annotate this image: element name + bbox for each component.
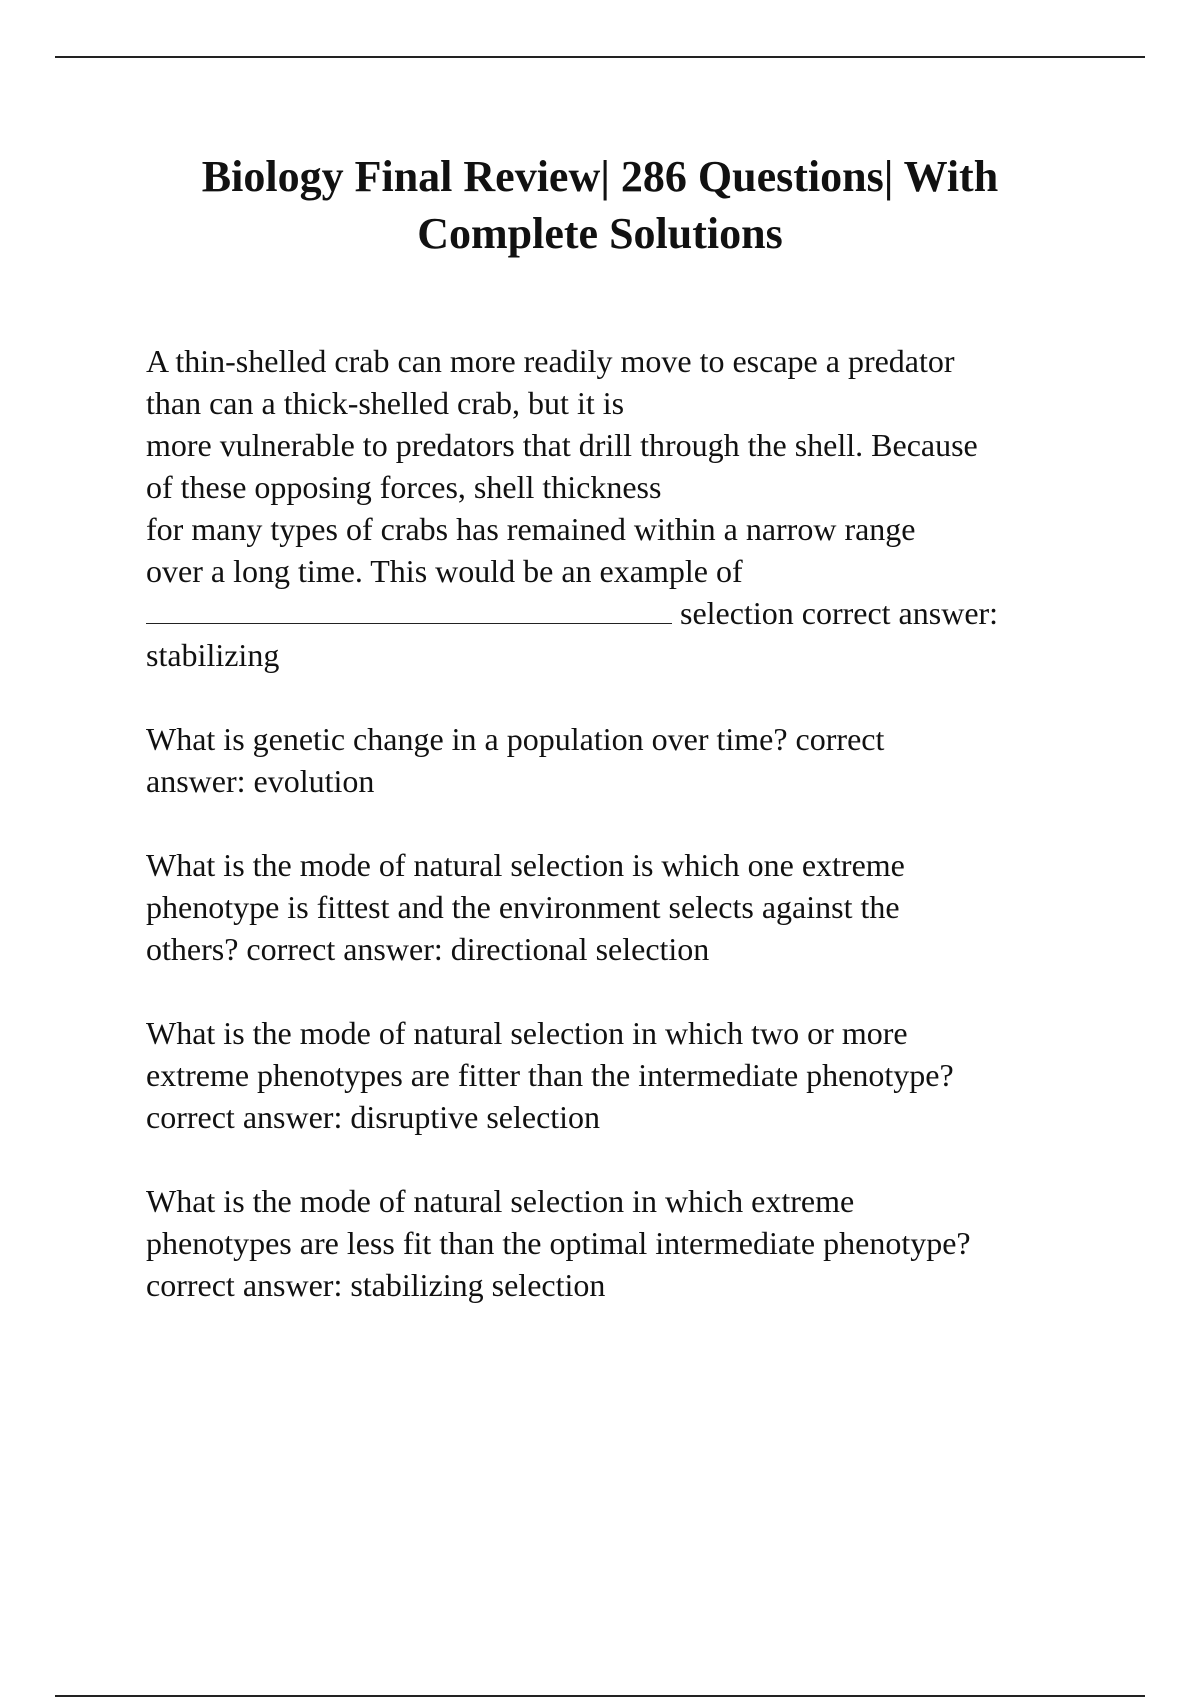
text-line: of these opposing forces, shell thickness xyxy=(146,469,662,505)
text-line: for many types of crabs has remained within a narrow range xyxy=(146,511,916,547)
text-line: What is the mode of natural selection is which one extreme xyxy=(146,847,905,883)
text-line: over a long time. This would be an example of xyxy=(146,553,743,589)
bottom-divider xyxy=(55,1695,1145,1697)
text-line: phenotypes are less fit than the optimal intermediate phenotype? xyxy=(146,1225,971,1261)
text-line: phenotype is fittest and the environment selects against the xyxy=(146,889,900,925)
question-block xyxy=(146,718,1106,802)
title-line: Complete Solutions xyxy=(417,209,783,258)
question-block xyxy=(146,1180,1106,1306)
text-line: others? correct answer: directional selection xyxy=(146,931,710,967)
document-title xyxy=(100,148,1100,262)
answer-line: stabilizing xyxy=(146,637,280,673)
text-line: What is the mode of natural selection in which two or more xyxy=(146,1015,908,1051)
top-divider xyxy=(55,56,1145,58)
text-line: extreme phenotypes are fitter than the intermediate phenotype? xyxy=(146,1057,954,1093)
text-line: What is genetic change in a population over time? correct xyxy=(146,721,885,757)
text-line: correct answer: stabilizing selection xyxy=(146,1267,606,1303)
blank-suffix: selection correct answer: xyxy=(680,595,999,631)
text-line: A thin-shelled crab can more readily move to escape a predator xyxy=(146,343,955,379)
text-line: more vulnerable to predators that drill through the shell. Because xyxy=(146,427,978,463)
text-line: than can a thick-shelled crab, but it is xyxy=(146,385,625,421)
title-line: Biology Final Review| 286 Questions| With xyxy=(201,152,999,201)
text-line: answer: evolution xyxy=(146,763,375,799)
document-body xyxy=(146,340,1106,1348)
fill-in-blank xyxy=(146,593,672,624)
blank-line xyxy=(146,592,1106,634)
question-block xyxy=(146,844,1106,970)
text-line: correct answer: disruptive selection xyxy=(146,1099,601,1135)
question-block xyxy=(146,1012,1106,1138)
text-line: What is the mode of natural selection in which extreme xyxy=(146,1183,855,1219)
question-block xyxy=(146,340,1106,676)
